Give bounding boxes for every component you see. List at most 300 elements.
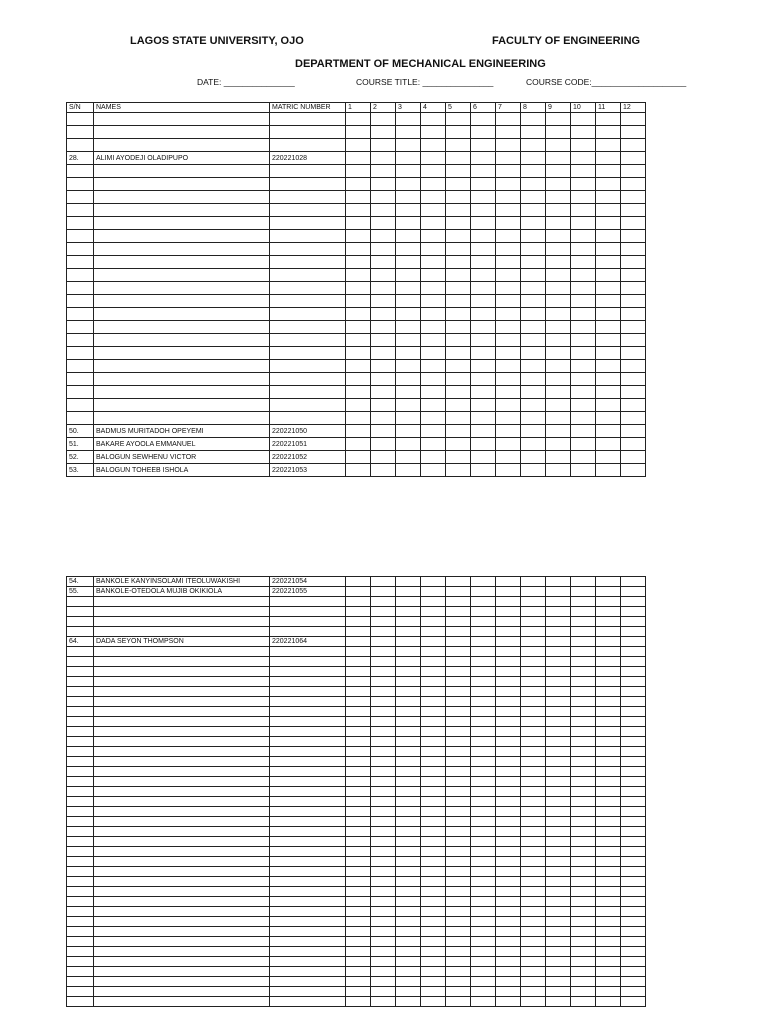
attendance-cell-5 [446, 412, 471, 425]
attendance-cell-3 [396, 230, 421, 243]
attendance-cell-12 [621, 308, 646, 321]
student-name [94, 957, 270, 967]
attendance-cell-3 [396, 787, 421, 797]
attendance-cell-9 [546, 717, 571, 727]
attendance-cell-4 [421, 126, 446, 139]
attendance-cell-11 [596, 917, 621, 927]
attendance-cell-11 [596, 282, 621, 295]
attendance-cell-8 [521, 321, 546, 334]
serial-number: 52. [67, 451, 94, 464]
matric-number: 220221028 [270, 152, 346, 165]
attendance-cell-8 [521, 637, 546, 647]
attendance-cell-7 [496, 727, 521, 737]
table-row [67, 697, 646, 707]
matric-number [270, 687, 346, 697]
attendance-cell-11 [596, 857, 621, 867]
serial-number [67, 191, 94, 204]
matric-number [270, 607, 346, 617]
matric-number: 220221050 [270, 425, 346, 438]
attendance-cell-4 [421, 412, 446, 425]
table-row [67, 807, 646, 817]
attendance-cell-11 [596, 687, 621, 697]
attendance-cell-7 [496, 386, 521, 399]
attendance-cell-5 [446, 797, 471, 807]
attendance-cell-9 [546, 617, 571, 627]
attendance-cell-3 [396, 827, 421, 837]
attendance-cell-2 [371, 817, 396, 827]
attendance-cell-6 [471, 217, 496, 230]
attendance-cell-4 [421, 139, 446, 152]
serial-number: 53. [67, 464, 94, 477]
attendance-cell-1 [346, 887, 371, 897]
table-row [67, 204, 646, 217]
attendance-cell-11 [596, 230, 621, 243]
attendance-cell-2 [371, 269, 396, 282]
matric-number [270, 957, 346, 967]
attendance-cell-10 [571, 847, 596, 857]
attendance-cell-1 [346, 230, 371, 243]
table-row [67, 243, 646, 256]
student-name: BADMUS MURITADOH OPEYEMI [94, 425, 270, 438]
attendance-cell-12 [621, 807, 646, 817]
matric-number [270, 937, 346, 947]
attendance-cell-5 [446, 907, 471, 917]
attendance-cell-3 [396, 217, 421, 230]
attendance-cell-11 [596, 139, 621, 152]
attendance-cell-12 [621, 113, 646, 126]
session-6-header: 6 [471, 103, 496, 113]
attendance-cell-10 [571, 817, 596, 827]
attendance-cell-5 [446, 687, 471, 697]
attendance-cell-5 [446, 191, 471, 204]
attendance-cell-8 [521, 777, 546, 787]
attendance-cell-12 [621, 399, 646, 412]
attendance-cell-12 [621, 587, 646, 597]
attendance-cell-5 [446, 282, 471, 295]
attendance-cell-1 [346, 347, 371, 360]
attendance-cell-3 [396, 412, 421, 425]
attendance-cell-6 [471, 637, 496, 647]
student-name [94, 617, 270, 627]
serial-number [67, 927, 94, 937]
attendance-cell-8 [521, 587, 546, 597]
attendance-cell-5 [446, 847, 471, 857]
attendance-cell-10 [571, 425, 596, 438]
attendance-cell-6 [471, 997, 496, 1007]
attendance-cell-12 [621, 451, 646, 464]
attendance-cell-12 [621, 360, 646, 373]
attendance-cell-10 [571, 386, 596, 399]
attendance-cell-1 [346, 917, 371, 927]
attendance-cell-10 [571, 717, 596, 727]
attendance-cell-6 [471, 577, 496, 587]
attendance-cell-10 [571, 747, 596, 757]
serial-number [67, 807, 94, 817]
attendance-cell-7 [496, 777, 521, 787]
attendance-cell-3 [396, 987, 421, 997]
matric-number [270, 967, 346, 977]
serial-number [67, 282, 94, 295]
attendance-cell-4 [421, 757, 446, 767]
attendance-cell-4 [421, 707, 446, 717]
table-row [67, 438, 646, 451]
attendance-cell-7 [496, 347, 521, 360]
attendance-cell-11 [596, 587, 621, 597]
attendance-cell-5 [446, 727, 471, 737]
attendance-cell-10 [571, 438, 596, 451]
attendance-cell-3 [396, 657, 421, 667]
attendance-cell-1 [346, 657, 371, 667]
table-row [67, 947, 646, 957]
attendance-cell-1 [346, 412, 371, 425]
attendance-cell-12 [621, 282, 646, 295]
student-name [94, 807, 270, 817]
attendance-cell-2 [371, 707, 396, 717]
table-body [67, 577, 646, 1007]
serial-number [67, 217, 94, 230]
attendance-cell-9 [546, 827, 571, 837]
attendance-cell-5 [446, 256, 471, 269]
attendance-cell-2 [371, 139, 396, 152]
student-name [94, 717, 270, 727]
attendance-cell-4 [421, 887, 446, 897]
attendance-cell-10 [571, 917, 596, 927]
attendance-cell-10 [571, 907, 596, 917]
attendance-cell-2 [371, 295, 396, 308]
table-row [67, 191, 646, 204]
serial-number [67, 597, 94, 607]
attendance-cell-2 [371, 667, 396, 677]
table-row [67, 897, 646, 907]
session-1-header: 1 [346, 103, 371, 113]
attendance-cell-1 [346, 877, 371, 887]
attendance-cell-7 [496, 807, 521, 817]
attendance-cell-4 [421, 987, 446, 997]
attendance-cell-4 [421, 269, 446, 282]
attendance-cell-7 [496, 647, 521, 657]
attendance-cell-8 [521, 269, 546, 282]
attendance-cell-1 [346, 847, 371, 857]
student-name [94, 687, 270, 697]
table-row [67, 797, 646, 807]
attendance-cell-10 [571, 707, 596, 717]
matric-number: 220221051 [270, 438, 346, 451]
matric-number [270, 787, 346, 797]
attendance-cell-4 [421, 747, 446, 757]
date-field: DATE: _______________ [197, 77, 295, 87]
attendance-cell-11 [596, 399, 621, 412]
matric-number [270, 667, 346, 677]
attendance-cell-1 [346, 269, 371, 282]
attendance-cell-8 [521, 597, 546, 607]
attendance-cell-7 [496, 412, 521, 425]
attendance-cell-4 [421, 399, 446, 412]
attendance-cell-6 [471, 857, 496, 867]
serial-number [67, 877, 94, 887]
attendance-cell-7 [496, 334, 521, 347]
attendance-table-2 [66, 576, 646, 1007]
attendance-cell-10 [571, 243, 596, 256]
attendance-cell-7 [496, 438, 521, 451]
serial-number [67, 230, 94, 243]
attendance-cell-4 [421, 627, 446, 637]
attendance-cell-10 [571, 627, 596, 637]
serial-number [67, 657, 94, 667]
attendance-cell-6 [471, 807, 496, 817]
attendance-cell-2 [371, 577, 396, 587]
attendance-cell-6 [471, 877, 496, 887]
table-row [67, 295, 646, 308]
attendance-cell-1 [346, 947, 371, 957]
attendance-cell-5 [446, 178, 471, 191]
student-name [94, 657, 270, 667]
attendance-cell-12 [621, 717, 646, 727]
attendance-cell-3 [396, 360, 421, 373]
attendance-cell-5 [446, 217, 471, 230]
attendance-cell-5 [446, 837, 471, 847]
attendance-cell-6 [471, 987, 496, 997]
attendance-cell-9 [546, 152, 571, 165]
attendance-cell-7 [496, 737, 521, 747]
attendance-cell-1 [346, 597, 371, 607]
matric-number [270, 647, 346, 657]
attendance-cell-6 [471, 647, 496, 657]
attendance-cell-2 [371, 617, 396, 627]
attendance-cell-12 [621, 857, 646, 867]
student-name [94, 797, 270, 807]
attendance-cell-5 [446, 947, 471, 957]
attendance-cell-11 [596, 256, 621, 269]
attendance-cell-5 [446, 451, 471, 464]
attendance-cell-9 [546, 747, 571, 757]
attendance-cell-9 [546, 987, 571, 997]
table-row [67, 126, 646, 139]
attendance-cell-12 [621, 917, 646, 927]
attendance-cell-11 [596, 464, 621, 477]
attendance-cell-5 [446, 757, 471, 767]
table-row [67, 217, 646, 230]
attendance-cell-1 [346, 907, 371, 917]
attendance-cell-9 [546, 243, 571, 256]
attendance-cell-5 [446, 399, 471, 412]
attendance-cell-6 [471, 347, 496, 360]
serial-number [67, 757, 94, 767]
attendance-cell-7 [496, 451, 521, 464]
attendance-cell-6 [471, 587, 496, 597]
attendance-cell-8 [521, 295, 546, 308]
table-row [67, 937, 646, 947]
table-row [67, 817, 646, 827]
table-row [67, 139, 646, 152]
attendance-cell-5 [446, 897, 471, 907]
serial-number [67, 386, 94, 399]
attendance-cell-4 [421, 256, 446, 269]
attendance-cell-12 [621, 152, 646, 165]
attendance-cell-4 [421, 360, 446, 373]
attendance-cell-12 [621, 927, 646, 937]
attendance-cell-6 [471, 697, 496, 707]
attendance-cell-4 [421, 807, 446, 817]
attendance-cell-6 [471, 797, 496, 807]
attendance-cell-10 [571, 617, 596, 627]
attendance-cell-9 [546, 667, 571, 677]
attendance-cell-6 [471, 139, 496, 152]
attendance-cell-9 [546, 707, 571, 717]
attendance-cell-1 [346, 204, 371, 217]
attendance-cell-3 [396, 295, 421, 308]
matric-number [270, 617, 346, 627]
attendance-cell-3 [396, 847, 421, 857]
table-row [67, 667, 646, 677]
student-name [94, 295, 270, 308]
attendance-cell-12 [621, 373, 646, 386]
attendance-cell-9 [546, 687, 571, 697]
attendance-cell-12 [621, 777, 646, 787]
course-code-field: COURSE CODE:____________________ [526, 77, 687, 87]
attendance-cell-9 [546, 847, 571, 857]
attendance-cell-4 [421, 857, 446, 867]
attendance-cell-7 [496, 113, 521, 126]
attendance-cell-2 [371, 243, 396, 256]
attendance-cell-5 [446, 967, 471, 977]
attendance-cell-1 [346, 282, 371, 295]
attendance-cell-4 [421, 617, 446, 627]
attendance-cell-12 [621, 178, 646, 191]
attendance-cell-11 [596, 757, 621, 767]
matric-number [270, 907, 346, 917]
attendance-cell-8 [521, 360, 546, 373]
attendance-cell-12 [621, 707, 646, 717]
attendance-cell-10 [571, 647, 596, 657]
attendance-cell-8 [521, 827, 546, 837]
attendance-cell-6 [471, 178, 496, 191]
attendance-cell-4 [421, 647, 446, 657]
attendance-cell-10 [571, 937, 596, 947]
attendance-cell-2 [371, 126, 396, 139]
attendance-cell-11 [596, 907, 621, 917]
attendance-cell-8 [521, 897, 546, 907]
attendance-cell-11 [596, 987, 621, 997]
attendance-cell-10 [571, 230, 596, 243]
attendance-cell-6 [471, 907, 496, 917]
attendance-cell-5 [446, 937, 471, 947]
matric-number [270, 113, 346, 126]
attendance-cell-3 [396, 464, 421, 477]
attendance-cell-12 [621, 597, 646, 607]
attendance-cell-11 [596, 807, 621, 817]
attendance-cell-11 [596, 425, 621, 438]
attendance-cell-9 [546, 438, 571, 451]
table-row [67, 308, 646, 321]
student-name [94, 977, 270, 987]
attendance-cell-4 [421, 687, 446, 697]
matric-number [270, 269, 346, 282]
attendance-cell-6 [471, 657, 496, 667]
attendance-cell-6 [471, 282, 496, 295]
attendance-cell-2 [371, 737, 396, 747]
attendance-cell-10 [571, 677, 596, 687]
attendance-cell-11 [596, 677, 621, 687]
student-name [94, 827, 270, 837]
attendance-cell-6 [471, 373, 496, 386]
attendance-cell-10 [571, 165, 596, 178]
attendance-cell-9 [546, 677, 571, 687]
student-name [94, 373, 270, 386]
table-row [67, 757, 646, 767]
serial-number [67, 334, 94, 347]
attendance-cell-4 [421, 230, 446, 243]
table-row [67, 464, 646, 477]
attendance-cell-6 [471, 269, 496, 282]
table-row [67, 230, 646, 243]
attendance-cell-11 [596, 717, 621, 727]
attendance-cell-6 [471, 399, 496, 412]
attendance-cell-4 [421, 957, 446, 967]
attendance-cell-1 [346, 697, 371, 707]
table-row [67, 373, 646, 386]
attendance-cell-3 [396, 178, 421, 191]
serial-number [67, 977, 94, 987]
table-body [67, 113, 646, 477]
attendance-cell-10 [571, 807, 596, 817]
attendance-cell-3 [396, 747, 421, 757]
attendance-cell-2 [371, 191, 396, 204]
attendance-cell-6 [471, 687, 496, 697]
attendance-cell-6 [471, 165, 496, 178]
attendance-cell-10 [571, 191, 596, 204]
attendance-cell-10 [571, 217, 596, 230]
attendance-cell-9 [546, 697, 571, 707]
attendance-cell-6 [471, 927, 496, 937]
matric-number [270, 165, 346, 178]
attendance-cell-3 [396, 867, 421, 877]
attendance-cell-8 [521, 877, 546, 887]
attendance-cell-7 [496, 139, 521, 152]
attendance-cell-1 [346, 152, 371, 165]
attendance-cell-8 [521, 464, 546, 477]
student-name: BALOGUN TOHEEB ISHOLA [94, 464, 270, 477]
attendance-cell-5 [446, 126, 471, 139]
student-name [94, 191, 270, 204]
serial-number [67, 204, 94, 217]
attendance-cell-12 [621, 295, 646, 308]
attendance-cell-5 [446, 607, 471, 617]
attendance-cell-5 [446, 877, 471, 887]
attendance-cell-7 [496, 587, 521, 597]
table-row [67, 399, 646, 412]
matric-number [270, 178, 346, 191]
attendance-cell-7 [496, 399, 521, 412]
attendance-cell-4 [421, 347, 446, 360]
attendance-cell-9 [546, 807, 571, 817]
matric-number [270, 767, 346, 777]
student-name: BAKARE AYOOLA EMMANUEL [94, 438, 270, 451]
attendance-cell-4 [421, 438, 446, 451]
attendance-cell-8 [521, 787, 546, 797]
attendance-cell-3 [396, 817, 421, 827]
serial-number [67, 677, 94, 687]
attendance-cell-1 [346, 191, 371, 204]
matric-number [270, 412, 346, 425]
student-name [94, 113, 270, 126]
attendance-cell-6 [471, 204, 496, 217]
attendance-cell-1 [346, 451, 371, 464]
attendance-cell-7 [496, 897, 521, 907]
attendance-cell-4 [421, 797, 446, 807]
student-name: BALOGUN SEWHENU VICTOR [94, 451, 270, 464]
attendance-cell-7 [496, 697, 521, 707]
student-name [94, 847, 270, 857]
